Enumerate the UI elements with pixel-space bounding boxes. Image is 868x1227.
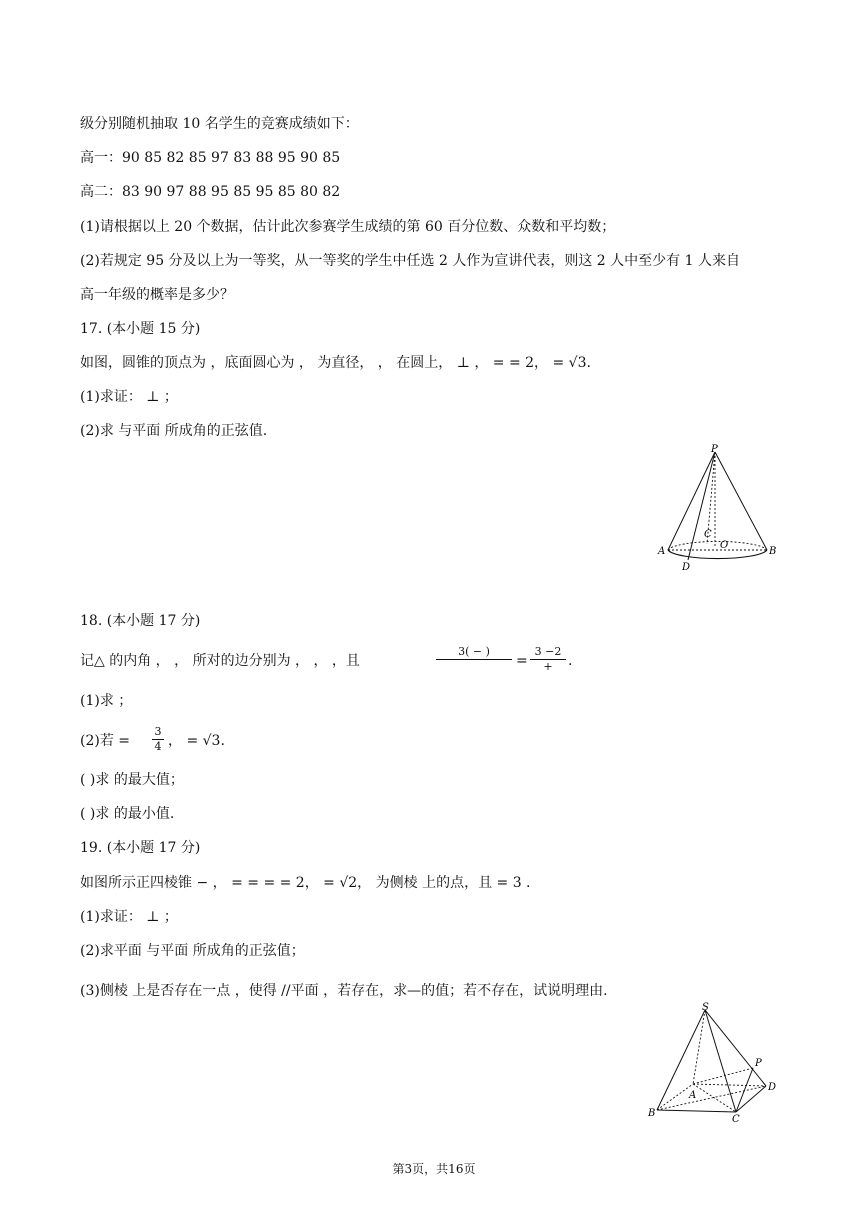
q18-equals: = — [516, 653, 528, 669]
q18-part2: (2)若 = — [80, 733, 131, 749]
pyramid-label-s: S — [702, 1002, 709, 1013]
q18-main-fraction-num: 3( − ) — [458, 645, 490, 658]
cone-label-p: P — [711, 444, 718, 455]
pyramid-label-b: B — [648, 1108, 656, 1119]
q19-part1: (1)求证： ⊥ ； — [80, 909, 178, 925]
grade2-scores: 高二：83 90 97 88 95 85 95 85 80 82 — [80, 184, 341, 200]
q18-part1: (1)求 ； — [80, 693, 133, 709]
q17-part1: (1)求证： ⊥ ； — [80, 389, 178, 405]
q18-rhs-den: + — [543, 660, 553, 673]
q16-part1: (1)请根据以上 20 个数据，估计此次参赛学生成绩的第 60 百分位数、众数和平均数； — [80, 219, 616, 235]
pyramid-label-a: A — [689, 1090, 697, 1101]
intro-text: 级分别随机抽取 10 名学生的竞赛成绩如下： — [80, 116, 359, 132]
q18-main-fraction — [436, 646, 512, 673]
q18-part2-fraction — [152, 726, 164, 753]
q18-period: . — [568, 653, 573, 669]
cone-label-a: A — [658, 546, 666, 557]
q18-part2-num: 3 — [154, 725, 162, 738]
cone-label-c: C — [704, 529, 712, 540]
pyramid-figure — [645, 998, 785, 1128]
cone-figure — [655, 440, 785, 580]
pyramid-label-c: C — [732, 1114, 740, 1125]
q19-stem: 如图所示正四棱锥 − ， = = = = 2， = √2， 为侧棱 上的点，且 = 3 . — [80, 875, 531, 891]
q17-part2: (2)求 与平面 所成角的正弦值. — [80, 423, 268, 439]
page-footer: 第3页，共16页 — [392, 1162, 476, 1176]
cone-label-d: D — [682, 562, 691, 573]
q18-header: 18. (本小题 17 分) — [80, 613, 201, 629]
q18-stem: 记△ 的内角 ， ， 所对的边分别为 ， ， ，且 — [80, 653, 360, 669]
q19-header: 19. (本小题 17 分) — [80, 840, 201, 856]
q18-part2-den: 4 — [154, 740, 162, 753]
q18-rhs-fraction — [530, 646, 566, 673]
q17-header: 17. (本小题 15 分) — [80, 321, 201, 337]
q18-rhs-num: 3 −2 — [534, 645, 562, 658]
q16-part2: (2)若规定 95 分及以上为一等奖，从一等奖的学生中任选 2 人作为宣讲代表，则这 2 人中至少有 1 人来自 — [80, 253, 740, 269]
pyramid-label-d: D — [768, 1082, 777, 1093]
q18-part2-i: ( )求 的最大值； — [80, 772, 184, 788]
pyramid-label-p: P — [755, 1058, 762, 1069]
q18-part2-ii: ( )求 的最小值. — [80, 806, 175, 822]
cone-label-b: B — [769, 546, 777, 557]
q17-stem: 如图，圆锥的顶点为 ，底面圆心为 ， 为直径， ， 在圆上， ⊥ ， = = 2， = √3. — [80, 355, 591, 371]
cone-label-o: O — [720, 540, 729, 551]
q19-part3: (3)侧棱 上是否存在一点 ，使得 //平面 ，若存在，求—的值；若不存在，试说明理由. — [80, 983, 608, 999]
q19-part2: (2)求平面 与平面 所成角的正弦值； — [80, 943, 305, 959]
grade1-scores: 高一：90 85 82 85 97 83 88 95 90 85 — [80, 150, 341, 166]
q16-part2-cont: 高一年级的概率是多少？ — [80, 287, 234, 303]
q18-part2-tail: ， = √3. — [168, 733, 225, 749]
